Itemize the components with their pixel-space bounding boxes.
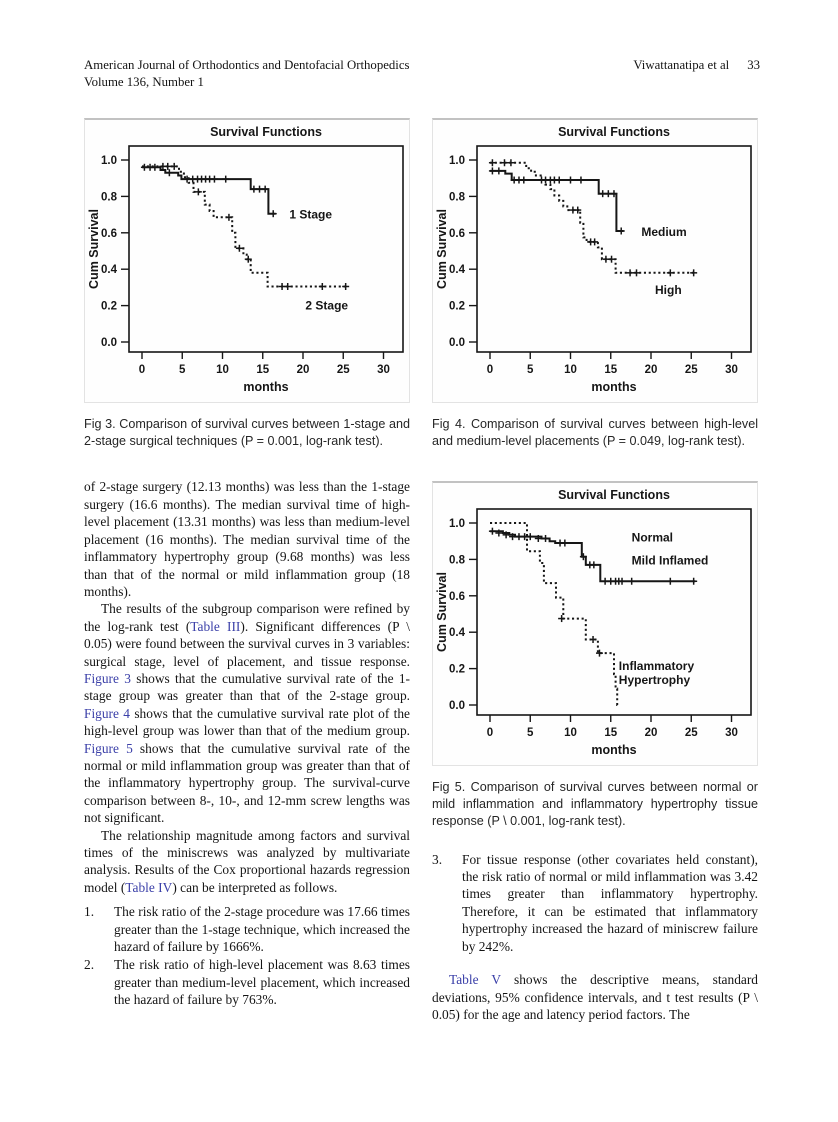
svg-text:0.6: 0.6: [101, 227, 117, 240]
cross-reference-link[interactable]: Table V: [449, 972, 501, 988]
svg-text:Mild Inflamed: Mild Inflamed: [631, 553, 709, 568]
figure-3: [84, 118, 410, 403]
paragraph-median-survival: of 2-stage surgery (12.13 months) was less than the 1-stage surgery (16.6 months). The median survival time of high-level placement (13.31 months) was less than medium-level placement (16 months). The median survival time of the inflammatory hypertrophy group (9.68 months) was less than that of the normal or mild inflammation group (18 months).: [84, 479, 410, 599]
svg-text:Survival Functions: Survival Functions: [558, 125, 670, 139]
svg-text:Hypertrophy: Hypertrophy: [618, 673, 691, 688]
cross-reference-link[interactable]: Table III: [190, 618, 241, 634]
svg-text:0.8: 0.8: [449, 554, 465, 567]
svg-text:months: months: [591, 380, 637, 394]
svg-text:20: 20: [644, 364, 658, 376]
body-text: ) can be interpreted as follows.: [172, 879, 338, 895]
paragraph-logrank-results: [84, 600, 410, 826]
list-item: [84, 956, 410, 1008]
svg-text:1.0: 1.0: [449, 155, 465, 167]
svg-text:5: 5: [527, 727, 534, 740]
list-item-number: 3.: [432, 851, 443, 867]
svg-text:20: 20: [296, 364, 310, 376]
svg-text:2 Stage: 2 Stage: [305, 298, 349, 313]
svg-text:10: 10: [216, 364, 229, 376]
cross-reference-link[interactable]: Table IV: [125, 879, 173, 895]
svg-text:0: 0: [486, 364, 494, 376]
svg-text:15: 15: [604, 727, 618, 740]
numbered-list: [84, 903, 410, 1008]
figure-5: [432, 481, 758, 766]
fig5-survival-chart: [433, 483, 759, 765]
svg-text:10: 10: [564, 364, 577, 376]
right-column: [432, 118, 758, 1023]
list-item-text: The risk ratio of high-level placement was 8.63 times greater than medium-level placement, which increased the hazard of failure by 763%.: [114, 957, 410, 1008]
svg-text:25: 25: [684, 727, 698, 740]
body-text: ). Significant differences (P \ 0.05) were found between the survival curves in 3 variables: surgical stage, level of placement, and tissue response.: [84, 618, 410, 669]
cross-reference-link[interactable]: Figure 4: [84, 705, 130, 721]
svg-text:0.0: 0.0: [101, 337, 117, 349]
svg-text:0.4: 0.4: [449, 627, 465, 640]
svg-text:Cum Survival: Cum Survival: [435, 572, 449, 653]
svg-text:0.6: 0.6: [449, 227, 465, 240]
body-text: The relationship magnitude among factors and survival times of the miniscrews was analyzed by multivariate analysis. Results of the Cox proportional hazards regression model (: [84, 827, 410, 895]
svg-text:25: 25: [684, 364, 698, 376]
svg-text:25: 25: [336, 364, 350, 376]
list-item-number: 1.: [84, 904, 95, 920]
svg-text:5: 5: [179, 364, 186, 376]
running-authors: Viwattanatipa et al: [633, 58, 730, 72]
page-header: [84, 57, 760, 90]
body-text: The results of the subgroup comparison were refined by the log-rank test (: [84, 601, 410, 634]
svg-text:0.6: 0.6: [449, 591, 465, 604]
fig4-caption: Fig 4. Comparison of survival curves between high-level and medium-level placements (P = 0.049, log-rank test).: [432, 417, 758, 448]
cross-reference-link[interactable]: Figure 3: [84, 670, 131, 686]
fig3-survival-chart: [85, 120, 411, 402]
svg-text:High: High: [655, 283, 682, 298]
list-item-text: For tissue response (other covariates held constant), the risk ratio of normal or mild inflammation was 3.42 times greater than inflammatory hypertrophy. Therefore, it can be estimated that inflammatory hypertrophy increased the hazard of miniscrew failure by 242%.: [462, 851, 758, 954]
svg-text:0.4: 0.4: [101, 264, 117, 277]
body-text: shows that the cumulative survival rate plot of the high-level group was lower than that of the medium group.: [84, 705, 410, 739]
svg-text:10: 10: [564, 727, 577, 740]
svg-text:Cum Survival: Cum Survival: [87, 209, 101, 289]
svg-text:20: 20: [644, 727, 658, 740]
two-column-layout: [84, 118, 758, 1023]
paragraph-cox-model: [84, 827, 410, 897]
svg-text:30: 30: [377, 364, 390, 376]
svg-text:15: 15: [604, 364, 618, 376]
svg-text:0: 0: [486, 727, 494, 740]
svg-text:Cum Survival: Cum Survival: [435, 209, 449, 289]
svg-text:0.0: 0.0: [449, 337, 465, 349]
svg-text:Medium: Medium: [641, 224, 687, 239]
svg-text:months: months: [591, 743, 637, 758]
svg-text:1.0: 1.0: [449, 518, 465, 531]
svg-text:30: 30: [725, 727, 738, 740]
svg-text:15: 15: [256, 364, 270, 376]
svg-text:0: 0: [138, 364, 146, 376]
svg-text:0.2: 0.2: [449, 664, 465, 677]
svg-text:Survival Functions: Survival Functions: [558, 488, 670, 503]
svg-text:1.0: 1.0: [101, 155, 117, 167]
svg-text:0.8: 0.8: [449, 191, 465, 204]
numbered-list-continued: [432, 851, 758, 955]
list-item-text: The risk ratio of the 2-stage procedure was 17.66 times greater than the 1-stage technique, which increased the hazard of failure by 1666%.: [114, 904, 410, 955]
svg-text:Normal: Normal: [631, 531, 674, 546]
list-item-number: 2.: [84, 957, 95, 973]
body-text: shows that the cumulative survival rate of the 1-stage group was greater than that of the 2-stage group.: [84, 670, 410, 704]
list-item: [84, 903, 410, 955]
page-number: 33: [747, 58, 760, 72]
svg-text:0.8: 0.8: [101, 191, 117, 204]
svg-text:0.4: 0.4: [449, 264, 465, 277]
svg-text:0.2: 0.2: [449, 300, 465, 313]
body-text: shows the descriptive means, standard deviations, 95% confidence intervals, and t test results (P \ 0.05) for the age and latency period factors. The: [432, 972, 758, 1022]
left-column: [84, 118, 410, 1023]
paragraph-table-v: [432, 971, 758, 1023]
figure-4: [432, 118, 758, 403]
svg-text:30: 30: [725, 364, 738, 376]
list-item: [432, 851, 758, 955]
journal-title: American Journal of Orthodontics and Dentofacial Orthopedics: [84, 58, 410, 72]
journal-volume: Volume 136, Number 1: [84, 74, 204, 89]
cross-reference-link[interactable]: Figure 5: [84, 740, 133, 756]
fig3-caption: Fig 3. Comparison of survival curves between 1-stage and 2-stage surgical techniques (P = 0.001, log-rank test).: [84, 417, 410, 448]
svg-text:Survival Functions: Survival Functions: [210, 125, 322, 139]
svg-text:0.2: 0.2: [101, 300, 117, 313]
svg-text:5: 5: [527, 364, 534, 376]
svg-text:months: months: [243, 380, 289, 394]
svg-text:1 Stage: 1 Stage: [289, 207, 333, 222]
fig4-survival-chart: [433, 120, 759, 402]
svg-text:0.0: 0.0: [449, 700, 465, 713]
svg-text:Inflammatory: Inflammatory: [618, 659, 695, 674]
running-head: [633, 57, 760, 90]
fig5-caption: Fig 5. Comparison of survival curves between normal or mild inflammation and inflammatory hypertrophy tissue response (P \ 0.001, log-rank test).: [432, 780, 758, 828]
journal-info: [84, 57, 410, 90]
body-text: shows that the cumulative survival rate of the normal or mild inflammation group was greater than that of the inflammatory hypertrophy group. The survival-curve comparison between 8-, 10-, and 12-mm screw lengths was not significant.: [84, 740, 410, 826]
